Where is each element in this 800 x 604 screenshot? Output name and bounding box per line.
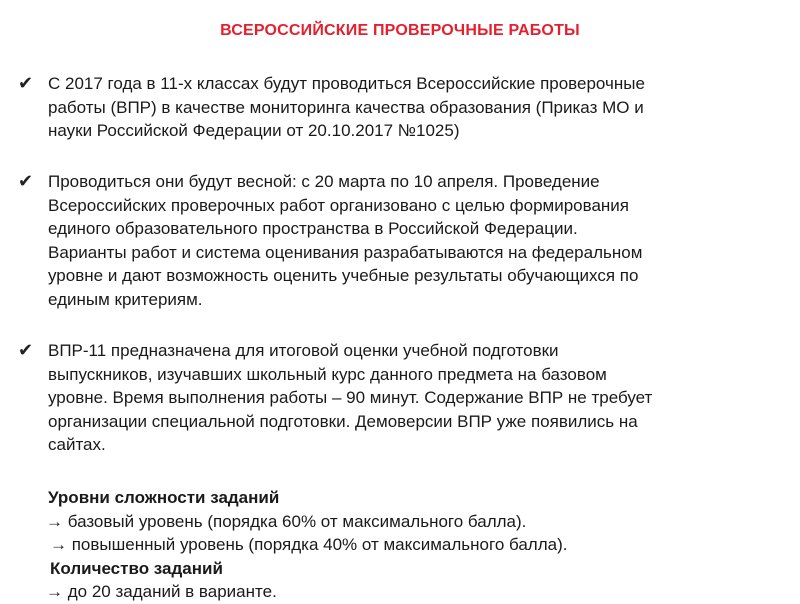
bullet-line: уровне. Время выполнения работы – 90 минут. Содержание ВПР не требует bbox=[48, 388, 653, 407]
bullet-line: ВПР-11 предназначена для итоговой оценки учебной подготовки bbox=[48, 341, 559, 360]
difficulty-levels bbox=[48, 486, 567, 604]
check-icon: ✔ bbox=[18, 73, 34, 93]
levels-heading: Уровни сложности заданий bbox=[48, 488, 280, 507]
bullet-line: Проводиться они будут весной: с 20 марта по 10 апреля. Проведение bbox=[48, 172, 600, 191]
bullet-line: Всероссийских проверочных работ организовано с целью формирования bbox=[48, 195, 629, 215]
check-icon: ✔ bbox=[18, 171, 34, 191]
level-advanced: → повышенный уровень (порядка 40% от максимального балла). bbox=[50, 535, 568, 554]
bullet-item-1 bbox=[18, 72, 768, 143]
bullet-line: единого образовательного пространства в Российской Федерации. bbox=[48, 219, 578, 238]
bullet-line: выпускников, изучавших школьный курс данного предмета на базовом bbox=[48, 364, 607, 384]
bullet-line: работы (ВПР) в качестве мониторинга качества образования (Приказ МО и bbox=[48, 97, 644, 117]
level-basic: → базовый уровень (порядка 60% от максимального балла). bbox=[46, 511, 527, 531]
bullet-line: организации специальной подготовки. Демоверсии ВПР уже появились на bbox=[48, 411, 638, 431]
bullet-line: С 2017 года в 11-х классах будут проводиться Всероссийские проверочные bbox=[48, 74, 645, 93]
check-icon: ✔ bbox=[18, 340, 34, 360]
bullet-item-2 bbox=[18, 170, 768, 311]
bullet-line: единым критериям. bbox=[48, 289, 203, 309]
bullet-line: уровне и дают возможность оценить учебные результаты обучающихся по bbox=[48, 266, 639, 285]
bullet-line: науки Российской Федерации от 20.10.2017 №1025) bbox=[48, 121, 460, 140]
bullet-item-3 bbox=[18, 339, 768, 457]
bullet-line: сайтах. bbox=[48, 435, 106, 454]
task-count: → до 20 заданий в варианте. bbox=[46, 582, 277, 601]
page-title: ВСЕРОССИЙСКИЕ ПРОВЕРОЧНЫЕ РАБОТЫ bbox=[220, 22, 580, 39]
task-count-heading: Количество заданий bbox=[50, 558, 223, 578]
bullet-line: Варианты работ и система оценивания разрабатываются на федеральном bbox=[48, 242, 643, 262]
